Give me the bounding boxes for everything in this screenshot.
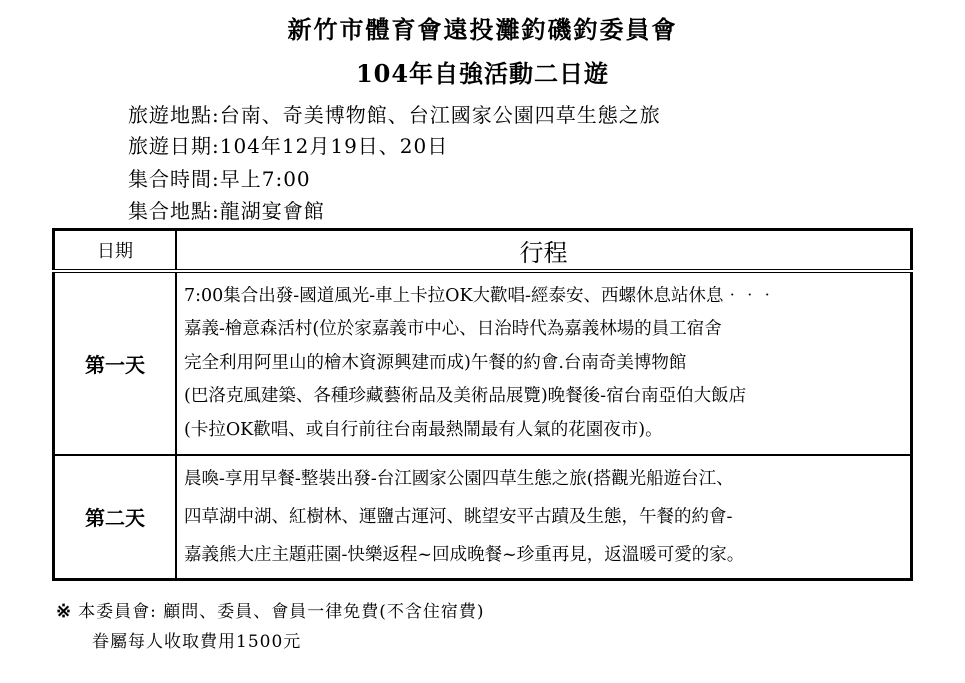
day-two-itinerary [176,455,912,579]
note-family-fee: 眷屬每人收取費用1500元 [92,632,302,652]
day-one-label: 第一天 [54,271,177,455]
itinerary-line: (卡拉OK歡唱、或自行前往台南最熱鬧最有人氣的花園夜市)。 [184,419,663,440]
itinerary-line: 完全利用阿里山的檜木資源興建而成)午餐的約會.台南奇美博物館 [184,352,687,373]
info-dates: 旅遊日期:104年12月19日、20日 [128,134,449,158]
table-header-row [54,230,912,272]
itinerary-line: (巴洛克風建築、各種珍藏藝術品及美術品展覽)晚餐後-宿台南亞伯大飯店 [184,386,747,407]
reference-mark-icon: ※ [56,601,73,622]
day-two-label: 第二天 [54,455,177,579]
column-header-date: 日期 [54,230,177,272]
table-row [54,271,912,455]
day-one-itinerary [176,271,912,455]
info-destination: 旅遊地點:台南、奇美博物館、台江國家公園四草生態之旅 [128,103,661,127]
document-subtitle: 104年自強活動二日遊 [355,59,610,88]
table-row [54,455,912,579]
note-line-1: 本委員會: 顧問、委員、會員一律免費(不含住宿費) [78,602,485,622]
info-meet-place: 集合地點:龍湖宴會館 [128,199,325,223]
itinerary-table [52,228,913,581]
itinerary-line: 嘉義熊大庄主題莊園-快樂返程~回成晚餐~珍重再見，返溫暖可愛的家。 [184,544,745,565]
column-header-itinerary: 行程 [176,230,912,272]
document-title: 新竹市體育會遠投灘釣磯釣委員會 [287,15,678,44]
itinerary-line: 晨喚-享用早餐-整裝出發-台江國家公園四草生態之旅(搭觀光船遊台江、 [184,468,734,489]
note-free-members [56,597,485,622]
itinerary-line: 嘉義-檜意森活村(位於家嘉義市中心、日治時代為嘉義林場的員工宿舍 [184,319,722,340]
itinerary-line: 四草湖中湖、紅樹林、運鹽古運河、眺望安平古蹟及生態，午餐的約會- [184,506,733,527]
itinerary-line: 7:00集合出發-國道風光-車上卡拉OK大歡唱-經泰安、西螺休息站休息‧‧‧ [184,285,776,306]
info-meet-time: 集合時間:早上7:00 [128,167,311,191]
